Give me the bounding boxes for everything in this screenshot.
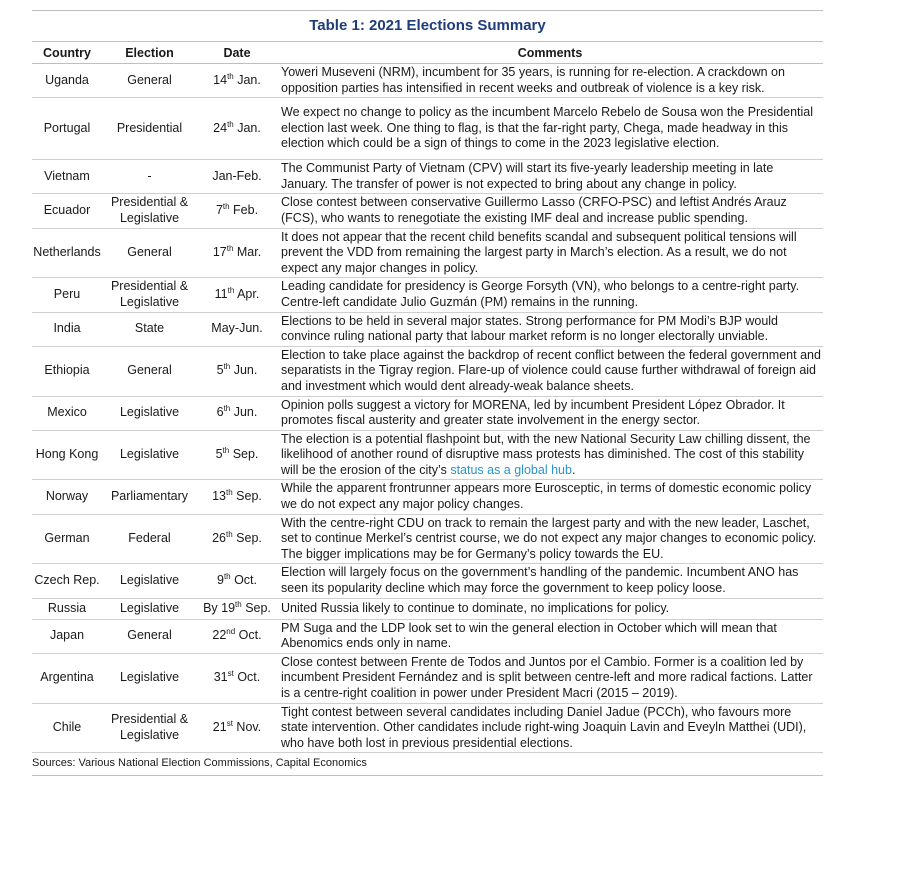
country-cell: Hong Kong [32,430,102,480]
date-cell [197,98,277,160]
comment-cell [277,194,823,228]
date-day: 9 [216,573,224,588]
comment-cell [277,598,823,619]
date-cell [197,480,277,514]
date-day: 6 [216,405,224,420]
date-month: Oct. [233,670,261,685]
country-cell: Mexico [32,396,102,430]
elections-summary [32,10,823,776]
country-cell: India [32,312,102,346]
comment-cell [277,480,823,514]
date-day: 13 [212,489,227,504]
table-row [32,619,823,653]
comment-text: Close contest between conservative Guillermo Lasso (CRFO-PSC) and leftist Andrés Arauz (FCS), who wants to renegotiate the existing IMF deal and increase public spending. [281,195,787,225]
election-cell: - [102,160,197,194]
date-cell [197,64,277,98]
election-cell: General [102,619,197,653]
election-cell: Legislative [102,598,197,619]
date-month: Jan. [233,120,261,135]
comment-cell [277,278,823,312]
country-cell: Russia [32,598,102,619]
date-day: 17 [212,245,227,260]
date-ordinal: th [226,530,233,540]
election-cell: Presidential [102,98,197,160]
date-ordinal: th [235,599,242,609]
date-day: 21 [212,720,227,735]
date-ordinal: th [223,572,231,582]
table-row [32,228,823,278]
election-cell: Presidential & Legislative [102,278,197,312]
date-month: Oct. [230,573,258,588]
date-ordinal: th [227,119,234,129]
table-row [32,430,823,480]
table-row [32,396,823,430]
comment-text: The election is a potential flashpoint but, with the new National Security Law chilling dissent, the likelihood of another round of disruptive mass protests has diminished. The cost of this stability will be the erosion of the city’s [281,431,811,477]
date-month: Jun. [230,405,258,420]
comment-cell [277,564,823,598]
date-day: 7 [215,203,223,218]
comment-text: Leading candidate for presidency is George Forsyth (VN), who belongs to a centre-right party. Centre-left candidate Julio Guzmán (PM) remains in the running. [281,279,800,309]
country-cell: Ecuador [32,194,102,228]
date-month: Mar. [233,245,262,260]
date-month: Sep. [232,489,262,504]
header-row [32,42,823,64]
country-cell: Argentina [32,653,102,703]
country-cell: Ethiopia [32,346,102,396]
table-row [32,312,823,346]
election-cell: Parliamentary [102,480,197,514]
date-ordinal: th [226,244,234,253]
country-cell: German [32,514,102,564]
header-comments: Comments [277,42,823,64]
date-cell [197,160,277,194]
date-day: 5 [216,363,224,378]
date-month: Feb. [229,203,259,218]
comment-link[interactable]: status as a global hub [450,462,572,477]
comment-cell [277,430,823,480]
date-ordinal: st [226,719,233,729]
table-row [32,514,823,564]
comment-cell [277,396,823,430]
election-cell: Presidential & Legislative [102,194,197,228]
comment-cell [277,703,823,753]
comment-cell [277,64,823,98]
comment-text: PM Suga and the LDP look set to win the general election in October which will mean that Abenomics ends only in name. [281,620,777,651]
comment-cell [277,346,823,396]
date-cell [197,653,277,703]
date-cell [197,703,277,753]
source-note: Sources: Various National Election Commissions, Capital Economics [32,753,823,776]
table-row [32,278,823,312]
table-title: Table 1: 2021 Elections Summary [32,10,823,41]
date-month: Oct. [235,628,262,643]
date-ordinal: st [227,669,234,679]
comment-text: With the centre-right CDU on track to remain the largest party and with the new leader, Laschet, set to continue Merkel’s centrist course, we do not expect any major changes to economic policy. The bigger implications may be for Germany’s policy towards the EU. [281,515,817,561]
table-row [32,703,823,753]
election-cell: Legislative [102,564,197,598]
comment-cell [277,619,823,653]
election-cell: Legislative [102,430,197,480]
country-cell: Czech Rep. [32,564,102,598]
comment-text: Opinion polls suggest a victory for MORENA, led by incumbent President López Obrador. It promotes fiscal austerity and greater state involvement in the energy sector. [281,397,785,428]
country-cell: Portugal [32,98,102,160]
table-row [32,160,823,194]
elections-table [32,41,823,753]
country-cell: Japan [32,619,102,653]
election-cell: Presidential & Legislative [102,703,197,753]
date-month: Sep. [241,600,271,615]
comment-cell [277,228,823,278]
comment-text-end: . [571,462,576,477]
comment-text: Election to take place against the backdrop of recent conflict between the federal government and separatists in the Tigray region. Flare-up of violence could cause further withdrawal of foreign aid and investment which would dent already-weak balance sheets. [281,347,821,393]
date-month: Jun. [230,363,258,378]
election-cell: General [102,228,197,278]
comment-text: Close contest between Frente de Todos and Juntos por el Cambio. Former is a coalition led by incumbent President Fernández and is split between centre-left and more radical factions. Latter is a centre-right coalition in power under President Macri (2015 – 2019). [281,654,813,700]
header-election: Election [102,42,197,64]
comment-text: Election will largely focus on the government’s handling of the pandemic. Incumbent ANO has seen its popularity decline which may force the government to keep policy loose. [281,565,799,596]
country-cell: Norway [32,480,102,514]
date-cell [197,396,277,430]
table-row [32,346,823,396]
date-ordinal: th [227,71,234,81]
date-cell [197,312,277,346]
table-row [32,98,823,160]
country-cell: Chile [32,703,102,753]
date-ordinal: th [226,488,233,498]
date-month: Jan. [233,72,261,87]
comment-cell [277,160,823,194]
table-row [32,64,823,98]
comment-text: United Russia likely to continue to dominate, no implications for policy. [281,600,670,615]
date-cell [197,514,277,564]
election-cell: Legislative [102,396,197,430]
date-day: 11 [214,287,228,302]
date-day: 26 [212,531,227,546]
table-row [32,653,823,703]
date-day: 31 [213,670,228,685]
date-ordinal: th [222,202,230,212]
date-month: Apr. [234,287,260,302]
comment-cell [277,653,823,703]
comment-text: Elections to be held in several major states. Strong performance for PM Modi’s BJP would convince ruling national party that labour market reform is no longer electorally unviable. [281,313,778,344]
date-ordinal: th [227,285,235,295]
date-day: 24 [213,120,228,135]
comment-text: We expect no change to policy as the incumbent Marcelo Rebelo de Sousa won the Presidential election last week. One thing to flag, is that the far-right party, Chega, made headway in this election which could be a sign of things to come in the 2023 legislative election. [281,105,814,151]
date-month: Sep. [232,531,262,546]
date-day: 5 [215,447,223,462]
election-cell: State [102,312,197,346]
table-body [32,64,823,753]
date-cell [197,194,277,228]
date-cell [197,278,277,312]
date-ordinal: nd [226,627,236,637]
date-month: Nov. [232,720,262,735]
table-row [32,564,823,598]
date-cell [197,228,277,278]
election-cell: Legislative [102,653,197,703]
table-row [32,480,823,514]
table-row [32,598,823,619]
country-cell: Peru [32,278,102,312]
election-cell: General [102,346,197,396]
date-ordinal: th [223,404,231,414]
date-cell [197,430,277,480]
election-cell: Federal [102,514,197,564]
comment-text: Yoweri Museveni (NRM), incumbent for 35 years, is running for re-election. A crackdown on opposition parties has intensified in recent weeks and outbreak of violence is a key risk. [281,65,785,95]
date-ordinal: th [223,362,231,372]
comment-cell [277,514,823,564]
date-month: May-Jun. [211,321,263,336]
date-cell [197,619,277,653]
table-row [32,194,823,228]
date-day: 22 [212,628,227,643]
comment-cell [277,98,823,160]
date-cell [197,346,277,396]
date-day: 14 [213,72,228,87]
comment-text: While the apparent frontrunner appears more Eurosceptic, in terms of domestic economic policy we do not expect any major policy changes. [281,481,812,512]
date-cell [197,564,277,598]
comment-cell [277,312,823,346]
date-day: By 19 [203,600,236,615]
header-country: Country [32,42,102,64]
country-cell: Vietnam [32,160,102,194]
country-cell: Netherlands [32,228,102,278]
comment-text: The Communist Party of Vietnam (CPV) will start its five-yearly leadership meeting in late January. The transfer of power is not expected to bring about any change in policy. [281,161,774,191]
election-cell: General [102,64,197,98]
date-month: Jan-Feb. [212,168,262,183]
comment-text: It does not appear that the recent child benefits scandal and subsequent political tensions will prevent the VDD from remaining the largest party in March’s election. As a result, we do not expect any major changes in policy. [281,229,797,275]
comment-text: Tight contest between several candidates including Daniel Jadue (PCCh), who favours more state intervention. Other candidates include right-wing Joaquin Lavin and Eveyln Matthei (UDI), who have both lost in previous presidential elections. [281,704,807,750]
country-cell: Uganda [32,64,102,98]
header-date: Date [197,42,277,64]
date-ordinal: th [222,446,230,456]
date-month: Sep. [229,447,259,462]
date-cell [197,598,277,619]
